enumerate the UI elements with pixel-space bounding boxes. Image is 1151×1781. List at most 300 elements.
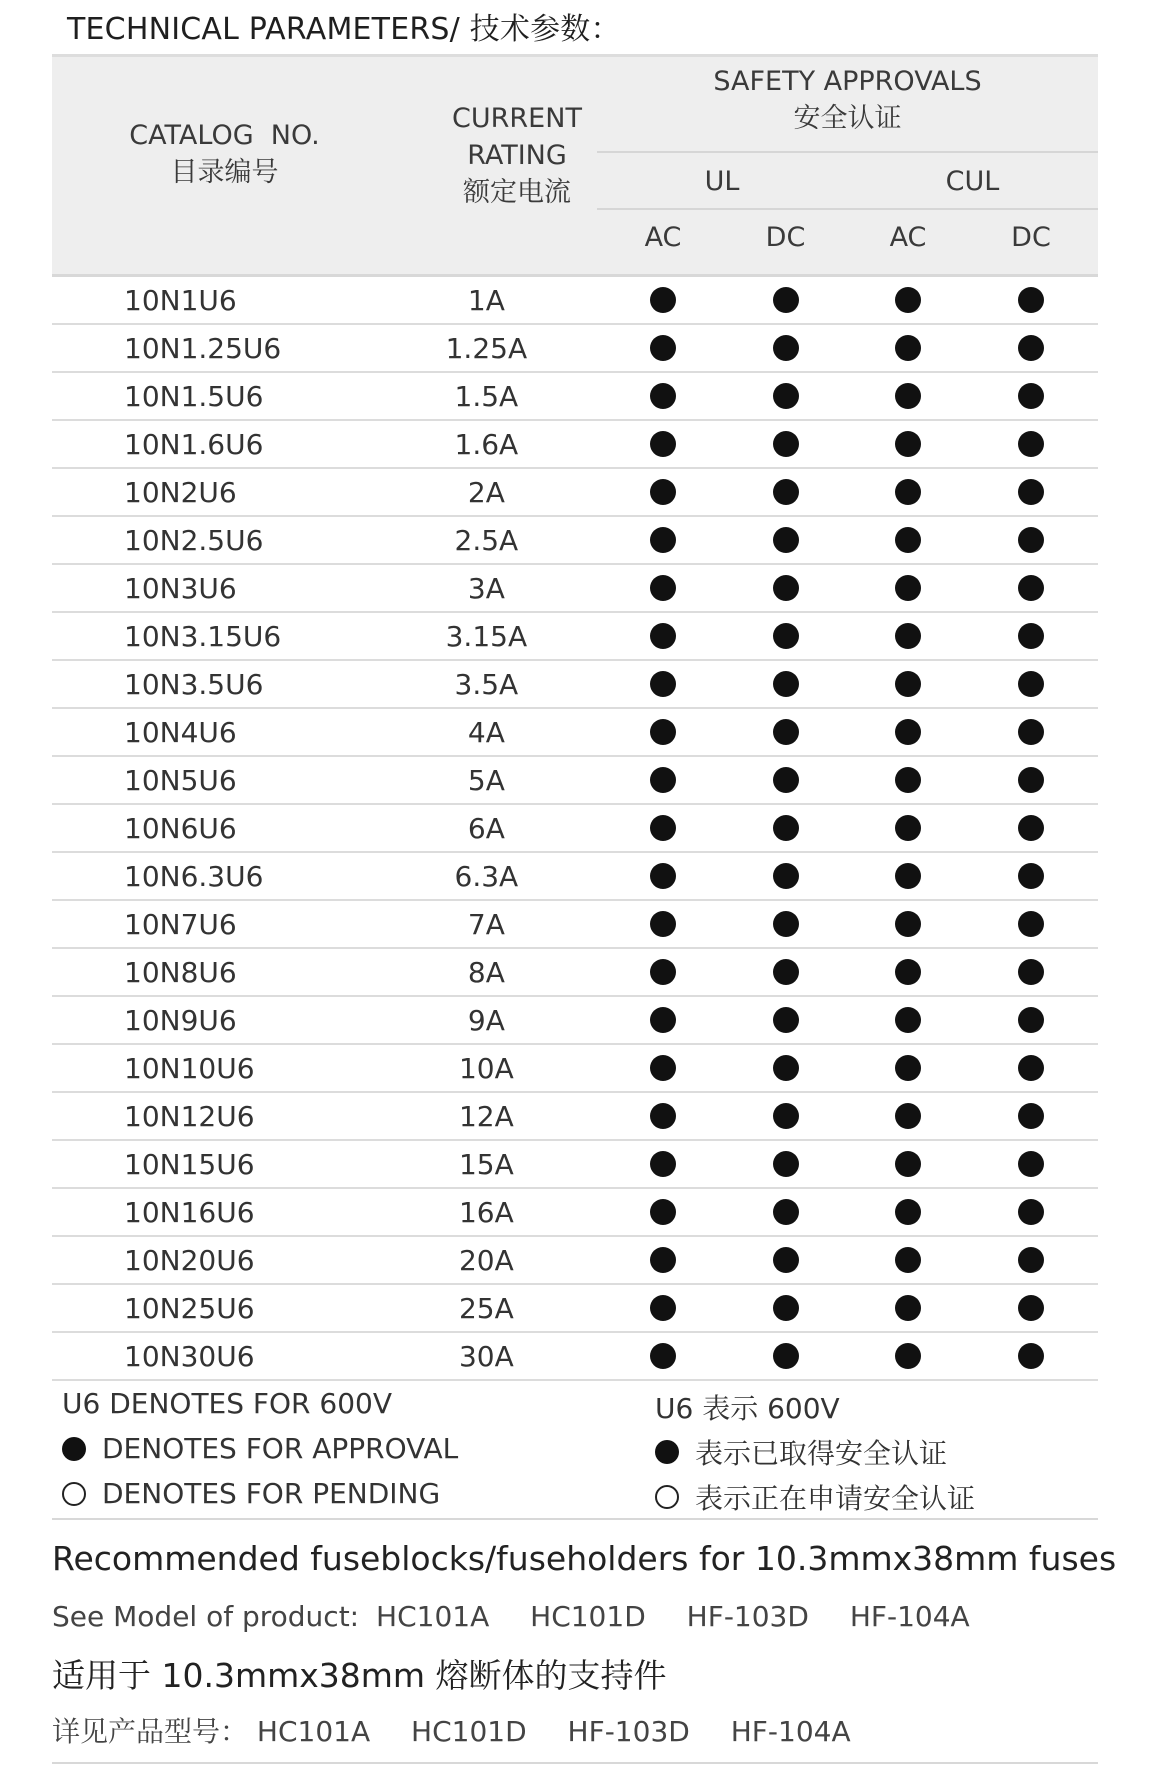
current-cell: 20A	[458, 1243, 514, 1277]
table-row	[52, 757, 1098, 805]
approval-cell	[607, 815, 719, 841]
catalog-cell: 10N10U6	[124, 1051, 255, 1085]
approval-cell	[607, 479, 719, 505]
current-cell: 1.25A	[445, 331, 528, 365]
approved-dot-icon	[895, 767, 921, 793]
table-row	[52, 661, 1098, 709]
current-cell: 25A	[458, 1291, 514, 1325]
approved-dot-icon	[773, 911, 799, 937]
table-row	[52, 949, 1098, 997]
approved-dot-icon	[773, 623, 799, 649]
current-cell: 6A	[467, 811, 505, 845]
approved-dot-icon	[1018, 1007, 1044, 1033]
table-row	[52, 421, 1098, 469]
approval-cell	[964, 287, 1098, 313]
approved-dot-icon	[773, 1343, 799, 1369]
header-safety	[597, 63, 1098, 137]
page-title: TECHNICAL PARAMETERS/ 技术参数：	[67, 12, 621, 47]
approval-cell	[719, 431, 852, 457]
approval-cell	[719, 767, 852, 793]
approval-cell	[719, 719, 852, 745]
approved-dot-icon	[650, 767, 676, 793]
table-row	[52, 805, 1098, 853]
approved-dot-icon	[650, 863, 676, 889]
approved-dot-icon	[1018, 671, 1044, 697]
catalog-cell: 10N7U6	[124, 907, 237, 941]
approval-cell	[852, 719, 964, 745]
approved-dot-icon	[1018, 431, 1044, 457]
approval-cell	[607, 431, 719, 457]
approved-dot-icon	[895, 431, 921, 457]
approved-dot-icon	[650, 335, 676, 361]
header-ul: UL	[704, 166, 740, 197]
approval-cell	[607, 1151, 719, 1177]
approval-cell	[607, 1199, 719, 1225]
approval-cell	[607, 383, 719, 409]
approved-dot-icon	[895, 527, 921, 553]
approved-dot-icon	[1018, 1103, 1044, 1129]
approval-cell	[607, 911, 719, 937]
approval-cell	[852, 1247, 964, 1273]
current-cell: 1.6A	[454, 427, 519, 461]
approval-cell	[852, 527, 964, 553]
approved-dot-icon	[650, 479, 676, 505]
current-cell: 2A	[467, 475, 505, 509]
approved-dot-icon	[1018, 911, 1044, 937]
catalog-cell: 10N16U6	[124, 1195, 255, 1229]
table-row	[52, 565, 1098, 613]
approved-dot-icon	[1018, 1199, 1044, 1225]
approved-dot-icon	[773, 671, 799, 697]
catalog-cell: 10N6.3U6	[124, 859, 264, 893]
legend	[52, 1381, 1098, 1520]
approved-dot-icon	[773, 335, 799, 361]
current-cell: 8A	[467, 955, 505, 989]
catalog-cell: 10N5U6	[124, 763, 237, 797]
legend-pending-zh-text: 表示正在申请安全认证	[695, 1482, 976, 1515]
approved-dot-icon	[895, 479, 921, 505]
approval-cell	[719, 959, 852, 985]
header-cul: CUL	[945, 166, 1000, 197]
current-cell: 10A	[458, 1051, 514, 1085]
header-safety-en: SAFETY APPROVALS	[713, 66, 982, 97]
approval-cell	[964, 1151, 1098, 1177]
approval-cell	[607, 1007, 719, 1033]
table-row	[52, 325, 1098, 373]
legend-pending-zh	[655, 1477, 975, 1517]
approved-dot-icon	[773, 1199, 799, 1225]
approved-dot-icon	[895, 863, 921, 889]
approved-dot-icon	[1018, 623, 1044, 649]
header-catalog	[52, 117, 397, 191]
approval-cell	[607, 287, 719, 313]
catalog-cell: 10N9U6	[124, 1003, 237, 1037]
current-cell: 30A	[458, 1339, 514, 1373]
catalog-cell: 10N1U6	[124, 283, 237, 317]
approval-cell	[719, 383, 852, 409]
table-row	[52, 709, 1098, 757]
approval-cell	[719, 1151, 852, 1177]
approved-dot-icon	[895, 959, 921, 985]
legend-pending-en	[62, 1477, 440, 1510]
model-name: HF-103D	[567, 1715, 690, 1748]
header-cul-ac: AC	[889, 222, 927, 253]
table-row	[52, 613, 1098, 661]
approval-cell	[964, 575, 1098, 601]
approval-cell	[852, 1343, 964, 1369]
approved-dot-icon	[1018, 287, 1044, 313]
approval-cell	[607, 1055, 719, 1081]
header-current-en-2: RATING	[467, 140, 567, 171]
table-row	[52, 277, 1098, 325]
approval-cell	[852, 1151, 964, 1177]
table-row	[52, 517, 1098, 565]
approved-dot-icon	[650, 1151, 676, 1177]
table-body	[52, 277, 1098, 1381]
catalog-cell: 10N6U6	[124, 811, 237, 845]
approved-dot-icon	[650, 671, 676, 697]
approval-cell	[607, 1343, 719, 1369]
approval-cell	[852, 911, 964, 937]
approved-dot-icon	[1018, 527, 1044, 553]
approval-cell	[852, 1295, 964, 1321]
approved-dot-icon	[650, 527, 676, 553]
header-divider-1	[597, 151, 1098, 153]
legend-u6-en: U6 DENOTES FOR 600V	[62, 1387, 393, 1420]
approval-cell	[607, 623, 719, 649]
approval-cell	[607, 767, 719, 793]
model-name: HF-104A	[849, 1600, 970, 1633]
approved-dot-icon	[773, 1103, 799, 1129]
approved-dot-icon	[773, 431, 799, 457]
approved-dot-icon	[1018, 767, 1044, 793]
model-name: HF-104A	[730, 1715, 851, 1748]
catalog-cell: 10N25U6	[124, 1291, 255, 1325]
approved-dot-icon	[773, 863, 799, 889]
legend-approval-en	[62, 1432, 458, 1465]
catalog-cell: 10N20U6	[124, 1243, 255, 1277]
approval-cell	[852, 1103, 964, 1129]
approval-cell	[852, 1055, 964, 1081]
approval-cell	[719, 1247, 852, 1273]
approved-dot-icon	[1018, 1343, 1044, 1369]
current-cell: 9A	[467, 1003, 505, 1037]
catalog-cell: 10N3.15U6	[124, 619, 282, 653]
approval-cell	[719, 1199, 852, 1225]
approval-cell	[852, 1007, 964, 1033]
table-header	[52, 54, 1098, 277]
model-name: HF-103D	[686, 1600, 809, 1633]
approved-dot-icon	[895, 1007, 921, 1033]
approved-dot-icon	[895, 1055, 921, 1081]
approval-cell	[607, 719, 719, 745]
table-row	[52, 1093, 1098, 1141]
approval-cell	[964, 479, 1098, 505]
approved-dot-icon	[895, 1103, 921, 1129]
approval-cell	[607, 1295, 719, 1321]
approval-cell	[852, 767, 964, 793]
catalog-cell: 10N1.5U6	[124, 379, 264, 413]
approval-cell	[964, 959, 1098, 985]
header-cul-dc: DC	[1011, 222, 1051, 253]
approval-cell	[607, 1247, 719, 1273]
approval-cell	[852, 383, 964, 409]
approval-cell	[852, 959, 964, 985]
header-ul-ac: AC	[644, 222, 682, 253]
approval-cell	[964, 719, 1098, 745]
approval-cell	[964, 1343, 1098, 1369]
approval-cell	[964, 1103, 1098, 1129]
approval-cell	[719, 575, 852, 601]
table-row	[52, 1285, 1098, 1333]
approval-cell	[852, 863, 964, 889]
approval-cell	[719, 335, 852, 361]
current-cell: 4A	[467, 715, 505, 749]
current-cell: 3.5A	[454, 667, 519, 701]
approval-cell	[719, 1295, 852, 1321]
approval-cell	[964, 527, 1098, 553]
table-row	[52, 853, 1098, 901]
approval-cell	[852, 815, 964, 841]
approved-dot-icon	[1018, 335, 1044, 361]
approval-cell	[964, 911, 1098, 937]
approved-dot-icon	[1018, 383, 1044, 409]
legend-u6-zh: U6 表示 600V	[655, 1392, 840, 1425]
catalog-cell: 10N8U6	[124, 955, 237, 989]
header-catalog-zh: 目录编号	[170, 157, 279, 188]
approval-cell	[964, 431, 1098, 457]
approved-dot-icon	[650, 1343, 676, 1369]
approved-dot-icon	[650, 1055, 676, 1081]
catalog-cell: 10N2U6	[124, 475, 237, 509]
approval-cell	[852, 1199, 964, 1225]
catalog-cell: 10N15U6	[124, 1147, 255, 1181]
approval-cell	[852, 623, 964, 649]
catalog-cell: 10N1.6U6	[124, 427, 264, 461]
header-catalog-en: CATALOG NO.	[129, 120, 320, 151]
approved-dot-icon	[773, 1295, 799, 1321]
table-row	[52, 901, 1098, 949]
approved-dot-icon	[1018, 1151, 1044, 1177]
approved-dot-icon	[773, 479, 799, 505]
approval-cell	[607, 575, 719, 601]
approved-dot-icon	[650, 431, 676, 457]
approved-dot-icon	[1018, 575, 1044, 601]
recommended-heading-zh: 适用于 10.3mmx38mm 熔断体的支持件	[52, 1656, 667, 1695]
approved-dot-icon	[650, 575, 676, 601]
approved-dot-icon	[895, 1295, 921, 1321]
approved-dot-icon	[895, 575, 921, 601]
approval-cell	[852, 671, 964, 697]
approved-dot-icon	[773, 1151, 799, 1177]
approved-dot-icon	[650, 287, 676, 313]
approved-dot-icon	[1018, 719, 1044, 745]
approval-cell	[719, 287, 852, 313]
current-cell: 5A	[467, 763, 505, 797]
approved-dot-icon	[1018, 1295, 1044, 1321]
approved-dot-icon	[773, 959, 799, 985]
approved-dot-icon	[650, 719, 676, 745]
approval-cell	[852, 479, 964, 505]
table-row	[52, 1237, 1098, 1285]
approval-cell	[719, 1343, 852, 1369]
current-cell: 1A	[467, 283, 505, 317]
header-current-en-1: CURRENT	[452, 103, 582, 134]
approved-dot-icon	[895, 1247, 921, 1273]
catalog-cell: 10N3U6	[124, 571, 237, 605]
approved-dot-icon	[895, 1343, 921, 1369]
approved-dot-icon	[773, 287, 799, 313]
approved-dot-icon	[650, 623, 676, 649]
see-models-en	[52, 1600, 970, 1633]
approval-cell	[607, 335, 719, 361]
approval-cell	[964, 1295, 1098, 1321]
approval-cell	[964, 623, 1098, 649]
approved-dot-icon	[650, 1199, 676, 1225]
approval-cell	[852, 287, 964, 313]
see-models-zh-prefix: 详见产品型号：	[52, 1715, 249, 1748]
see-models-en-prefix: See Model of product:	[52, 1600, 360, 1633]
recommended-heading-en: Recommended fuseblocks/fuseholders for 10.3mmx38mm fuses	[52, 1539, 1117, 1578]
current-cell: 1.5A	[454, 379, 519, 413]
approved-dot-icon	[1018, 959, 1044, 985]
filled-circle-icon	[62, 1437, 86, 1461]
see-models-zh	[52, 1710, 851, 1750]
table-row	[52, 997, 1098, 1045]
approval-cell	[719, 671, 852, 697]
approved-dot-icon	[650, 959, 676, 985]
approved-dot-icon	[650, 383, 676, 409]
approved-dot-icon	[650, 815, 676, 841]
approval-cell	[964, 1199, 1098, 1225]
approval-cell	[964, 815, 1098, 841]
table-row	[52, 1189, 1098, 1237]
approved-dot-icon	[895, 383, 921, 409]
open-circle-icon	[655, 1485, 679, 1509]
approval-cell	[719, 1007, 852, 1033]
catalog-cell: 10N12U6	[124, 1099, 255, 1133]
approved-dot-icon	[1018, 479, 1044, 505]
header-ul-dc: DC	[765, 222, 806, 253]
approved-dot-icon	[1018, 815, 1044, 841]
model-name: HC101D	[530, 1600, 646, 1633]
legend-pending-en-text: DENOTES FOR PENDING	[102, 1477, 441, 1510]
table-row	[52, 1141, 1098, 1189]
approval-cell	[852, 335, 964, 361]
approval-cell	[852, 575, 964, 601]
approved-dot-icon	[895, 671, 921, 697]
approval-cell	[964, 671, 1098, 697]
current-cell: 15A	[458, 1147, 514, 1181]
approved-dot-icon	[773, 575, 799, 601]
catalog-cell: 10N3.5U6	[124, 667, 264, 701]
approved-dot-icon	[773, 527, 799, 553]
approval-cell	[719, 911, 852, 937]
approved-dot-icon	[650, 1007, 676, 1033]
approval-cell	[719, 1055, 852, 1081]
approved-dot-icon	[895, 287, 921, 313]
approval-cell	[964, 383, 1098, 409]
catalog-cell: 10N1.25U6	[124, 331, 282, 365]
approved-dot-icon	[773, 1247, 799, 1273]
approved-dot-icon	[650, 1295, 676, 1321]
approved-dot-icon	[1018, 1055, 1044, 1081]
header-safety-zh: 安全认证	[793, 103, 902, 134]
legend-approval-zh-text: 表示已取得安全认证	[695, 1437, 948, 1470]
legend-approval-zh	[655, 1432, 947, 1472]
table-row	[52, 469, 1098, 517]
approved-dot-icon	[773, 1007, 799, 1033]
approved-dot-icon	[895, 719, 921, 745]
model-name: HC101D	[411, 1715, 527, 1748]
current-cell: 16A	[458, 1195, 514, 1229]
current-cell: 3.15A	[445, 619, 528, 653]
approval-cell	[852, 431, 964, 457]
approved-dot-icon	[650, 1247, 676, 1273]
approved-dot-icon	[895, 623, 921, 649]
approval-cell	[719, 527, 852, 553]
approval-cell	[719, 815, 852, 841]
approval-cell	[607, 1103, 719, 1129]
catalog-cell: 10N4U6	[124, 715, 237, 749]
approved-dot-icon	[1018, 1247, 1044, 1273]
approval-cell	[719, 863, 852, 889]
approval-cell	[964, 1247, 1098, 1273]
current-cell: 3A	[467, 571, 505, 605]
current-cell: 7A	[467, 907, 505, 941]
current-cell: 12A	[458, 1099, 514, 1133]
header-current-zh: 额定电流	[463, 177, 571, 208]
current-cell: 2.5A	[454, 523, 519, 557]
approved-dot-icon	[773, 767, 799, 793]
technical-parameters-table	[52, 54, 1098, 1520]
approval-cell	[964, 767, 1098, 793]
approved-dot-icon	[895, 1199, 921, 1225]
bottom-divider	[52, 1762, 1098, 1764]
model-name: HC101A	[256, 1715, 371, 1748]
open-circle-icon	[62, 1482, 86, 1506]
approval-cell	[964, 1055, 1098, 1081]
approved-dot-icon	[650, 1103, 676, 1129]
legend-approval-en-text: DENOTES FOR APPROVAL	[102, 1432, 459, 1465]
approval-cell	[964, 1007, 1098, 1033]
approval-cell	[719, 479, 852, 505]
table-row	[52, 1045, 1098, 1093]
approval-cell	[964, 335, 1098, 361]
approval-cell	[607, 527, 719, 553]
current-cell: 6.3A	[454, 859, 519, 893]
approved-dot-icon	[773, 815, 799, 841]
approval-cell	[607, 671, 719, 697]
catalog-cell: 10N30U6	[124, 1339, 255, 1373]
approval-cell	[607, 959, 719, 985]
header-divider-2	[597, 208, 1098, 210]
filled-circle-icon	[655, 1440, 679, 1464]
model-name: HC101A	[376, 1600, 490, 1633]
approval-cell	[719, 623, 852, 649]
approved-dot-icon	[895, 335, 921, 361]
approved-dot-icon	[650, 911, 676, 937]
approved-dot-icon	[895, 815, 921, 841]
approval-cell	[719, 1103, 852, 1129]
table-row	[52, 1333, 1098, 1381]
approved-dot-icon	[895, 1151, 921, 1177]
approval-cell	[964, 863, 1098, 889]
approved-dot-icon	[895, 911, 921, 937]
catalog-cell: 10N2.5U6	[124, 523, 264, 557]
approved-dot-icon	[773, 719, 799, 745]
approved-dot-icon	[773, 1055, 799, 1081]
